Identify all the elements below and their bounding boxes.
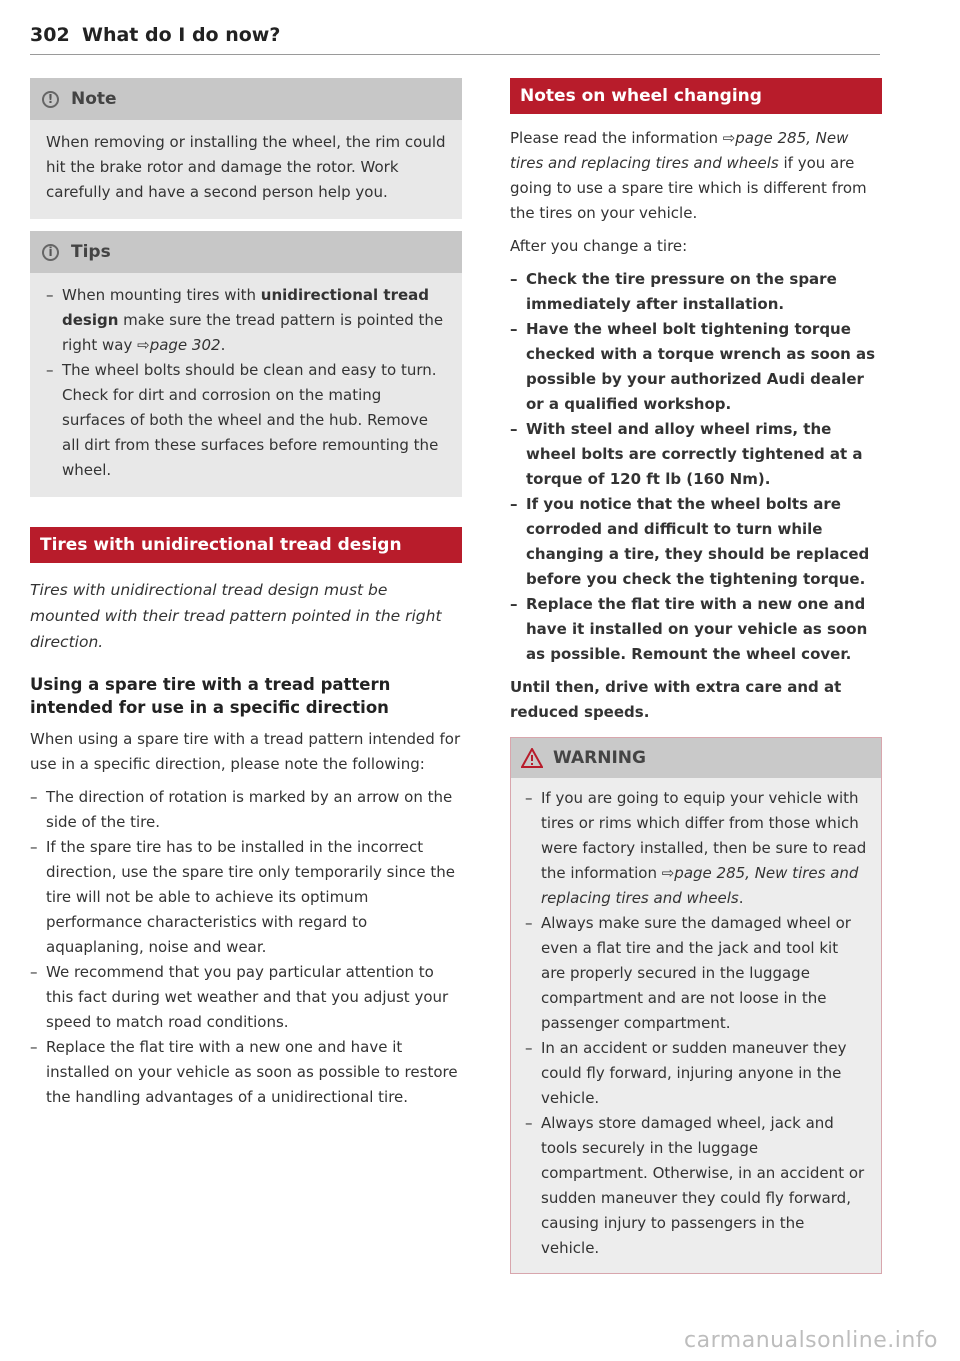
tread-list — [30, 785, 462, 1110]
list-item: – The direction of rotation is marked by an arrow on the side of the tire. — [30, 785, 462, 835]
note-heading: Note — [71, 89, 117, 109]
list-item: – Check the tire pressure on the spare immediately after installation. — [510, 267, 882, 317]
tips-item: – When mounting tires with unidirectional tread design make sure the tread pattern is pointed the right way ⇨page 302. — [46, 283, 446, 358]
warning-item: – If you are going to equip your vehicle with tires or rims which differ from those which were factory installed, then be sure to read the information ⇨page 285, New tires and replacing tires and wheels. — [525, 786, 867, 911]
warning-heading: WARNING — [553, 748, 646, 768]
note-text: When removing or installing the wheel, the rim could hit the brake rotor and damage the rotor. Work carefully and have a second person help you. — [46, 133, 446, 201]
closing-text: Until then, drive with extra care and at reduced speeds. — [510, 678, 842, 721]
wheel-intro: Please read the information ⇨page 285, New tires and replacing tires and wheels if you are going to use a spare tire which is different from the tires on your vehicle. — [510, 129, 867, 222]
list-item: – If the spare tire has to be installed in the incorrect direction, use the spare tire only temporarily since the tire will not be able to achieve its optimum performance characteristics with regard to aquaplaning, noise and wear. — [30, 835, 462, 960]
warning-header — [511, 738, 881, 778]
list-item: – If you notice that the wheel bolts are corroded and difficult to turn while changing a tire, they should be replaced before you check the tightening torque. — [510, 492, 882, 592]
list-item: – We recommend that you pay particular attention to this fact during wet weather and that you adjust your speed to match road conditions. — [30, 960, 462, 1035]
tips-box — [30, 231, 462, 497]
page-link[interactable]: ⇨page 302 — [137, 336, 221, 354]
note-box — [30, 78, 462, 219]
list-item: – Replace the flat tire with a new one and have it installed on your vehicle as soon as possible to restore the handling advantages of a unidirectional tire. — [30, 1035, 462, 1110]
chapter-title: What do I do now? — [82, 24, 281, 46]
info-circle-icon: i — [42, 244, 59, 261]
after-label: After you change a tire: — [510, 237, 688, 255]
tips-header — [30, 231, 462, 273]
section-heading-tread: Tires with unidirectional tread design — [30, 527, 462, 563]
note-header — [30, 78, 462, 120]
list-item: – Have the wheel bolt tightening torque checked with a torque wrench as soon as possible by your authorized Audi dealer or a qualified workshop. — [510, 317, 882, 417]
page-header — [30, 20, 880, 55]
watermark: carmanualsonline.info — [684, 1328, 938, 1353]
list-item: – With steel and alloy wheel rims, the wheel bolts are correctly tightened at a torque of 120 ft lb (160 Nm). — [510, 417, 882, 492]
list-item: – Replace the flat tire with a new one and have it installed on your vehicle as soon as possible. Remount the wheel cover. — [510, 592, 882, 667]
wheel-list — [510, 267, 882, 667]
warning-item: – In an accident or sudden maneuver they could fly forward, injuring anyone in the vehicle. — [525, 1036, 867, 1111]
warning-item: – Always store damaged wheel, jack and tools securely in the luggage compartment. Otherwise, in an accident or sudden maneuver they could fly forward, causing injury to passengers in the vehicle. — [525, 1111, 867, 1261]
tread-intro: Tires with unidirectional tread design must be mounted with their tread pattern pointed in the right direction. — [30, 581, 442, 651]
section-heading-wheel: Notes on wheel changing — [510, 78, 882, 114]
tread-lead: When using a spare tire with a tread pattern intended for use in a specific direction, please note the following: — [30, 730, 461, 773]
warning-item: – Always make sure the damaged wheel or even a flat tire and the jack and tool kit are properly secured in the luggage compartment and are not loose in the passenger compartment. — [525, 911, 867, 1036]
exclamation-circle-icon: ! — [42, 91, 59, 108]
warning-triangle-icon — [521, 748, 543, 768]
tips-item: – The wheel bolts should be clean and easy to turn. Check for dirt and corrosion on the mating surfaces of both the wheel and the hub. Remove all dirt from these surfaces before remounting the wheel. — [46, 358, 446, 483]
page-link[interactable]: ⇨page 285, New tires and replacing tires and wheels — [541, 864, 859, 907]
warning-box — [510, 737, 882, 1274]
page-link[interactable]: ⇨page 285, New tires and replacing tires and wheels — [510, 129, 849, 172]
tips-heading: Tips — [71, 242, 111, 262]
tread-subheading: Using a spare tire with a tread pattern intended for use in a specific direction — [30, 675, 391, 717]
left-column — [30, 78, 462, 1110]
page-number: 302 — [30, 24, 70, 46]
right-column — [510, 78, 882, 1274]
